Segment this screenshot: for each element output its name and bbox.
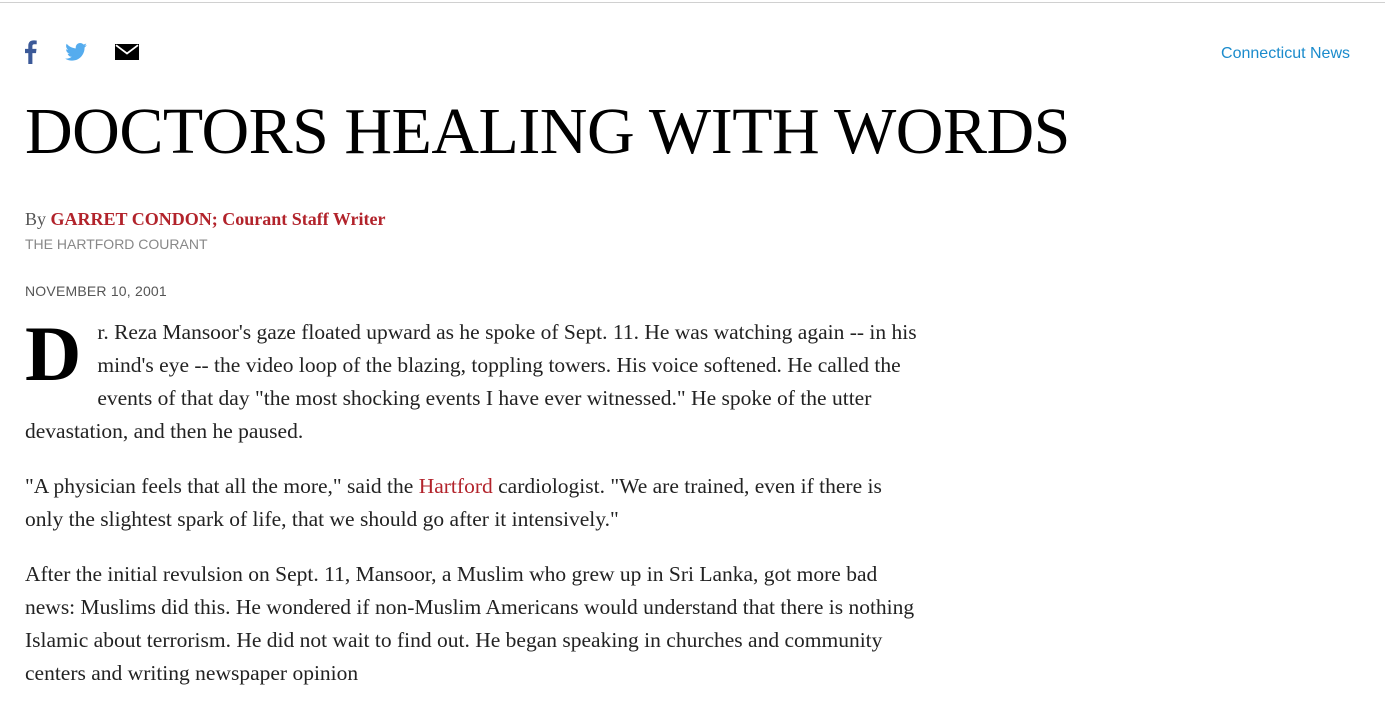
twitter-icon <box>65 43 87 61</box>
hartford-link[interactable]: Hartford <box>418 474 493 498</box>
section-link-connecticut-news[interactable]: Connecticut News <box>1221 45 1350 62</box>
facebook-icon <box>25 40 37 64</box>
paragraph-text: "A physician feels that all the more," said the <box>25 474 419 498</box>
paragraph-text: After the initial revulsion on Sept. 11, Mansoor, a Muslim who grew up in Sri Lanka, got more bad news: Muslims did this. He wondered if non-Muslim Americans would understand that there is nothing Islamic about terrorism. He did not wait to find out. He began speaking in churches and community centers and writing newspaper opinion <box>25 562 915 685</box>
drop-cap: D <box>25 310 82 397</box>
byline <box>25 209 386 230</box>
byline-prefix: By <box>25 209 51 229</box>
twitter-share-button[interactable] <box>65 43 87 65</box>
paragraph-text: cardiologist. "We are trained, even if there is only the slightest spark of life, that we should go after it intensively." <box>25 474 882 531</box>
paragraph-text: r. Reza Mansoor's gaze floated upward as he spoke of Sept. 11. He was watching again -- in his mind's eye -- the video loop of the blazing, toppling towers. His voice softened. He called the events of that day "the most shocking events I have ever witnessed." He spoke of the utter devastation, and then he paused. <box>25 320 917 443</box>
article-body <box>25 310 923 712</box>
publish-date: NOVEMBER 10, 2001 <box>25 283 167 299</box>
email-share-button[interactable] <box>115 44 139 64</box>
top-divider <box>0 2 1385 3</box>
author-link[interactable]: GARRET CONDON; Courant Staff Writer <box>50 209 386 229</box>
publication-source: THE HARTFORD COURANT <box>25 236 208 252</box>
paragraph <box>25 310 923 448</box>
facebook-share-button[interactable] <box>25 40 37 68</box>
paragraph <box>25 470 923 536</box>
email-icon <box>115 44 139 60</box>
article-headline: DOCTORS HEALING WITH WORDS <box>25 95 1070 168</box>
paragraph <box>25 558 923 690</box>
share-bar <box>25 40 167 68</box>
